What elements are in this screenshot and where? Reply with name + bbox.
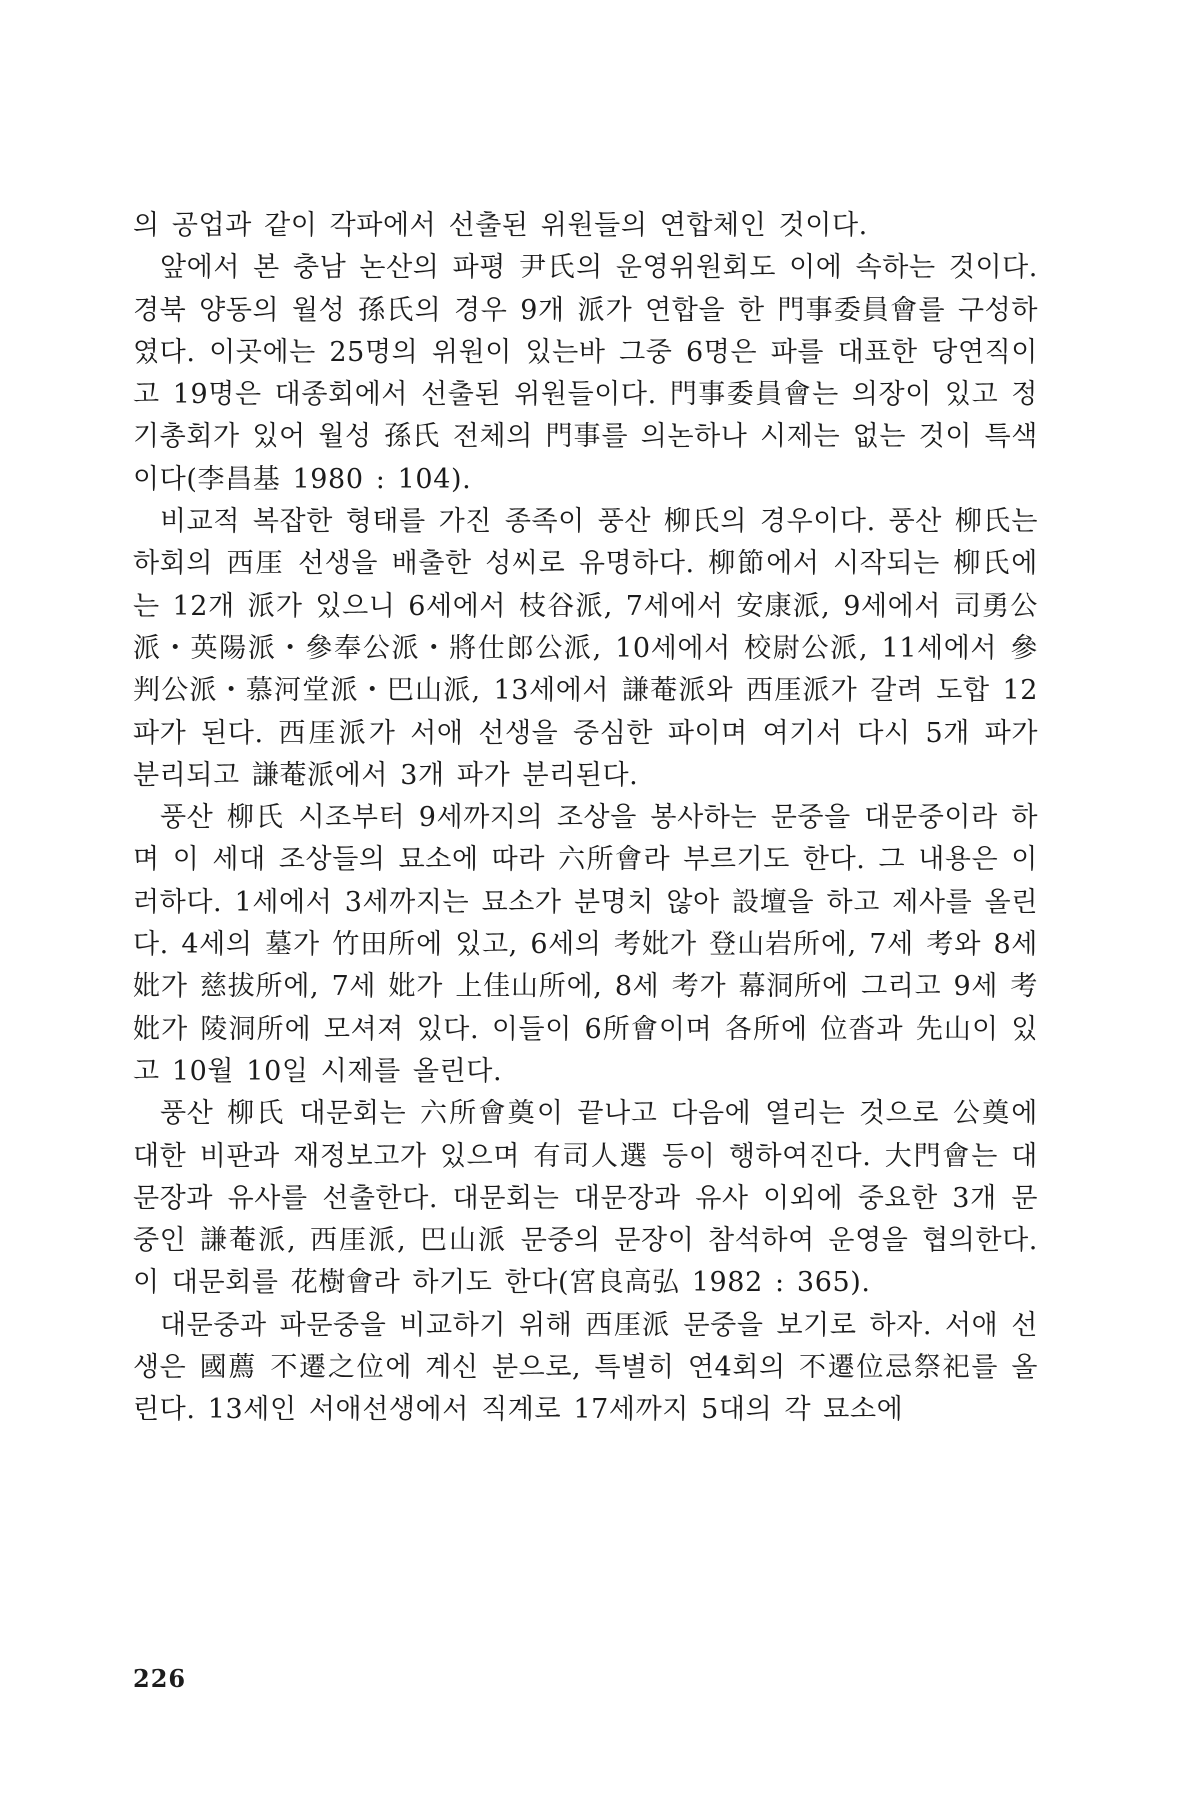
paragraph-3: 비교적 복잡한 형태를 가진 종족이 풍산 柳氏의 경우이다. 풍산 柳氏는 하회의 西厓 선생을 배출한 성씨로 유명하다. 柳節에서 시작되는 柳氏에는 12개 派가 있으니 6세에서 枝谷派, 7세에서 安康派, 9세에서 司勇公派・英陽派・參奉公派・將仕郎公派, 10세에서 校尉公派, 11세에서 參判公派・慕河堂派・巴山派, 13세에서 謙菴派와 西厓派가 갈려 도합 12파가 된다. 西厓派가 서애 선생을 중심한 파이며 여기서 다시 5개 파가 분리되고 謙菴派에서 3개 파가 분리된다.	[133, 506, 1038, 791]
body-text	[133, 205, 1038, 1432]
page-number: 226	[133, 1664, 187, 1693]
paragraph-6: 대문중과 파문중을 비교하기 위해 西厓派 문중을 보기로 하자. 서애 선생은 國薦 不遷之位에 계신 분으로, 특별히 연4회의 不遷位忌祭祀를 올린다. 13세인 서애선생에서 직계로 17세까지 5대의 각 묘소에	[133, 1309, 1038, 1426]
paragraph-5: 풍산 柳氏 대문회는 六所會奠이 끝나고 다음에 열리는 것으로 公奠에 대한 비판과 재정보고가 있으며 有司人選 등이 행하여진다. 大門會는 대문장과 유사를 선출한다. 대문회는 대문장과 유사 이외에 중요한 3개 문중인 謙菴派, 西厓派, 巴山派 문중의 문장이 참석하여 운영을 협의한다. 이 대문회를 花樹會라 하기도 한다(宮良高弘 1982 : 365).	[133, 1098, 1038, 1299]
paragraph-4: 풍산 柳氏 시조부터 9세까지의 조상을 봉사하는 문중을 대문중이라 하며 이 세대 조상들의 묘소에 따라 六所會라 부르기도 한다. 그 내용은 이러하다. 1세에서 3세까지는 묘소가 분명치 않아 設壇을 하고 제사를 올린다. 4세의 墓가 竹田所에 있고, 6세의 考妣가 登山岩所에, 7세 考와 8세 妣가 慈拔所에, 7세 妣가 上佳山所에, 8세 考가 幕洞所에 그리고 9세 考妣가 陵洞所에 모셔져 있다. 이들이 6所會이며 各所에 位沓과 先山이 있고 10월 10일 시제를 올린다.	[133, 802, 1038, 1087]
paragraph-2: 앞에서 본 충남 논산의 파평 尹氏의 운영위원회도 이에 속하는 것이다. 경북 양동의 월성 孫氏의 경우 9개 派가 연합을 한 門事委員會를 구성하였다. 이곳에는 25명의 위원이 있는바 그중 6명은 파를 대표한 당연직이고 19명은 대종회에서 선출된 위원들이다. 門事委員會는 의장이 있고 정기총회가 있어 월성 孫氏 전체의 門事를 의논하나 시제는 없는 것이 특색이다(李昌基 1980 : 104).	[133, 252, 1038, 495]
paragraph-1: 의 공업과 같이 각파에서 선출된 위원들의 연합체인 것이다.	[133, 210, 868, 241]
